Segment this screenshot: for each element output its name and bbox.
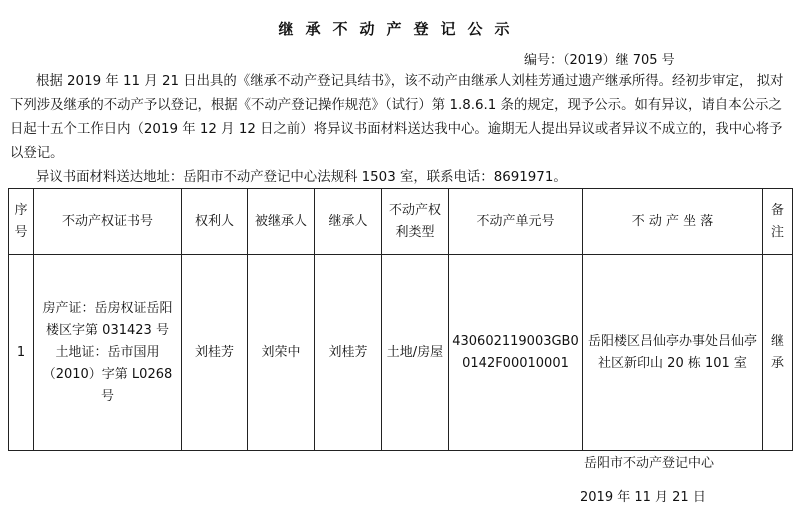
notice-paragraph: 根据 2019 年 11 月 21 日出具的《继承不动产登记具结书》，该不动产由继承人刘桂芳通过遗产继承所得。经初步审定， 拟对下列涉及继承的不动产予以登记，根据《不动产登记操作规范》（试行）第 1.8.6.1 条的规定，现予公示。如有异议，请自本公示之日起十五个工作日内（2019 年 12 月 12 日之前）将异议书面材料送达我中心。逾期无人提出异议或者异议不成立的，我中心将予以登记。 bbox=[10, 74, 784, 161]
property-table bbox=[8, 188, 793, 451]
table-header-row bbox=[9, 189, 793, 255]
notice-body bbox=[10, 70, 790, 190]
cell-seq: 1 bbox=[9, 255, 34, 451]
header-type: 不动产权利类型 bbox=[382, 189, 449, 255]
header-heir: 继承人 bbox=[315, 189, 382, 255]
cell-type: 土地/房屋 bbox=[382, 255, 449, 451]
header-unit: 不动产单元号 bbox=[449, 189, 583, 255]
signature-date: 2019 年 11 月 21 日 bbox=[580, 490, 706, 505]
cell-unit: 430602119003GB00142F00010001 bbox=[449, 255, 583, 451]
cert-land: 土地证：岳市国用（2010）字第 L0268 号 bbox=[42, 344, 173, 404]
table-row bbox=[9, 255, 793, 451]
document-title: 继承不动产登记公示 bbox=[278, 20, 522, 38]
document-number: 编号：（2019）继 705 号 bbox=[524, 53, 675, 68]
cell-cert bbox=[34, 255, 182, 451]
cell-heir: 刘桂芳 bbox=[315, 255, 382, 451]
header-cert: 不动产权证书号 bbox=[34, 189, 182, 255]
header-remark: 备注 bbox=[763, 189, 793, 255]
signature-org: 岳阳市不动产登记中心 bbox=[584, 456, 715, 471]
cell-owner: 刘桂芳 bbox=[182, 255, 248, 451]
header-seq: 序号 bbox=[9, 189, 34, 255]
cert-house: 房产证：岳房权证岳阳楼区字第 031423 号 bbox=[42, 300, 173, 338]
objection-address: 异议书面材料送达地址：岳阳市不动产登记中心法规科 1503 室，联系电话：8691971。 bbox=[36, 170, 567, 185]
header-location: 不 动 产 坐 落 bbox=[583, 189, 763, 255]
header-decedent: 被继承人 bbox=[248, 189, 315, 255]
cell-decedent: 刘荣中 bbox=[248, 255, 315, 451]
cell-location: 岳阳楼区吕仙亭办事处吕仙亭社区新印山 20 栋 101 室 bbox=[583, 255, 763, 451]
header-owner: 权利人 bbox=[182, 189, 248, 255]
cell-remark: 继承 bbox=[763, 255, 793, 451]
